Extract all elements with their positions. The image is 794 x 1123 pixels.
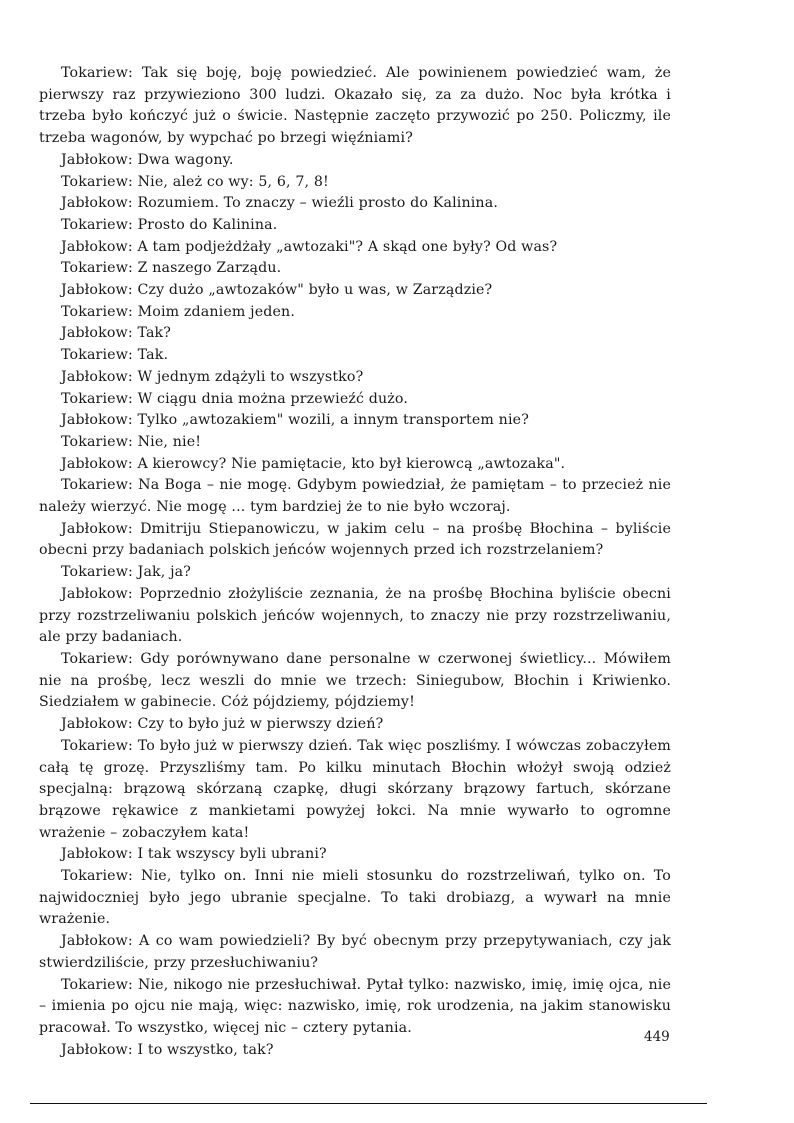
paragraph: Jabłokow: Tylko „awtozakiem" wozili, a innym transportem nie? bbox=[61, 412, 529, 429]
paragraph: Jabłokow: Czy to było już w pierwszy dzień? bbox=[61, 716, 384, 733]
paragraph: Jabłokow: W jednym zdążyli to wszystko? bbox=[61, 368, 364, 385]
paragraph: Jabłokow: A kierowcy? Nie pamiętacie, kto był kierowcą „awtozaka". bbox=[61, 455, 566, 472]
page-number: 449 bbox=[644, 1029, 670, 1045]
paragraph: Jabłokow: A tam podjeżdżały „awtozaki"? A skąd one były? Od was? bbox=[61, 238, 558, 255]
paragraph: Tokariew: Gdy porównywano dane personalne w czerwonej świetlicy... Mówiłem nie na prośbę, lecz weszli do mnie we trzech: Siniegubow, Błochin i Kriwienko. Siedziałem w gabinecie. Cóż pójdziemy, pójdziemy! bbox=[39, 650, 671, 711]
paragraph: Tokariew: Nie, nie! bbox=[61, 433, 202, 450]
paragraph: Tokariew: W ciągu dnia można przewieźć dużo. bbox=[61, 390, 409, 407]
paragraph: Tokariew: Nie, ależ co wy: 5, 6, 7, 8! bbox=[61, 173, 329, 190]
paragraph: Tokariew: Nie, tylko on. Inni nie mieli stosunku do rozstrzeliwań, tylko on. To najwidoczniej było jego ubranie specjalne. To taki drobiazg, a wywarł na mnie wrażenie. bbox=[39, 868, 671, 928]
paragraph: Jabłokow: Tak? bbox=[61, 325, 172, 342]
paragraph: Tokariew: Na Boga – nie mogę. Gdybym powiedział, że pamiętam – to przecież nie należy wierzyć. Nie mogę ... tym bardziej że to nie było wczoraj. bbox=[39, 477, 671, 516]
paragraph: Jabłokow: Rozumiem. To znaczy – wieźli prosto do Kalinina. bbox=[61, 195, 498, 212]
paragraph: Jabłokow: A co wam powiedzieli? By być obecnym przy przepytywaniach, czy jak stwierdziliście, przy przesłuchiwaniu? bbox=[39, 933, 671, 971]
paragraph: Tokariew: Z naszego Zarządu. bbox=[61, 260, 282, 277]
paragraph: Tokariew: Nie, nikogo nie przesłuchiwał. Pytał tylko: nazwisko, imię, imię ojca, nie – imienia po ojcu nie mają, więc: nazwisko, imię, rok urodzenia, na jakim stanowisku pracował. To wszystko, więcej nic – cztery pytania. bbox=[39, 976, 671, 1036]
paragraph: Jabłokow: Dmitriju Stiepanowiczu, w jakim celu – na prośbę Błochina – byliście obecni przy badaniach polskich jeńców wojennych przed ich rozstrzelaniem? bbox=[39, 520, 671, 559]
paragraph: Jabłokow: Poprzednio złożyliście zeznania, że na prośbę Błochina byliście obecni przy rozstrzeliwaniu polskich jeńców wojennych, to znaczy nie przy rozstrzeliwaniu, ale przy badaniach. bbox=[39, 585, 671, 646]
paragraph: Jabłokow: Dwa wagony. bbox=[61, 151, 234, 168]
paragraph: Tokariew: Tak się boję, boję powiedzieć. Ale powinienem powiedzieć wam, że pierwszy raz przywieziono 300 ludzi. Okazało się, za za dużo. Noc była krótka i trzeba było kończyć już o świcie. Następnie zaczęto przywozić po 250. Policzmy, ile trzeba wagonów, by wypchać po brzegi więźniami? bbox=[39, 65, 671, 147]
paragraph: Tokariew: Tak. bbox=[61, 347, 169, 364]
paragraph: Jabłokow: Czy dużo „awtozaków" było u was, w Zarządzie? bbox=[61, 282, 493, 299]
footer-rule bbox=[30, 1103, 707, 1104]
paragraph: Tokariew: To było już w pierwszy dzień. Tak więc poszliśmy. I wówczas zobaczyłem całą tę grozę. Przyszliśmy tam. Po kilku minutach Błochin włożył swoją odzież specjalną: brązową skórzaną czapkę, długi skórzany brązowy fartuch, skórzane brązowe rękawice z mankietami powyżej łokci. Na mnie wywarło to ogromne wrażenie – zobaczyłem kata! bbox=[39, 737, 671, 841]
paragraph: Tokariew: Prosto do Kalinina. bbox=[61, 216, 278, 233]
paragraph: Tokariew: Moim zdaniem jeden. bbox=[61, 303, 295, 320]
paragraph: Jabłokow: I tak wszyscy byli ubrani? bbox=[61, 846, 327, 863]
document-body bbox=[39, 63, 671, 1061]
paragraph: Tokariew: Jak, ja? bbox=[61, 564, 192, 581]
paragraph: Jabłokow: I to wszystko, tak? bbox=[61, 1041, 274, 1058]
